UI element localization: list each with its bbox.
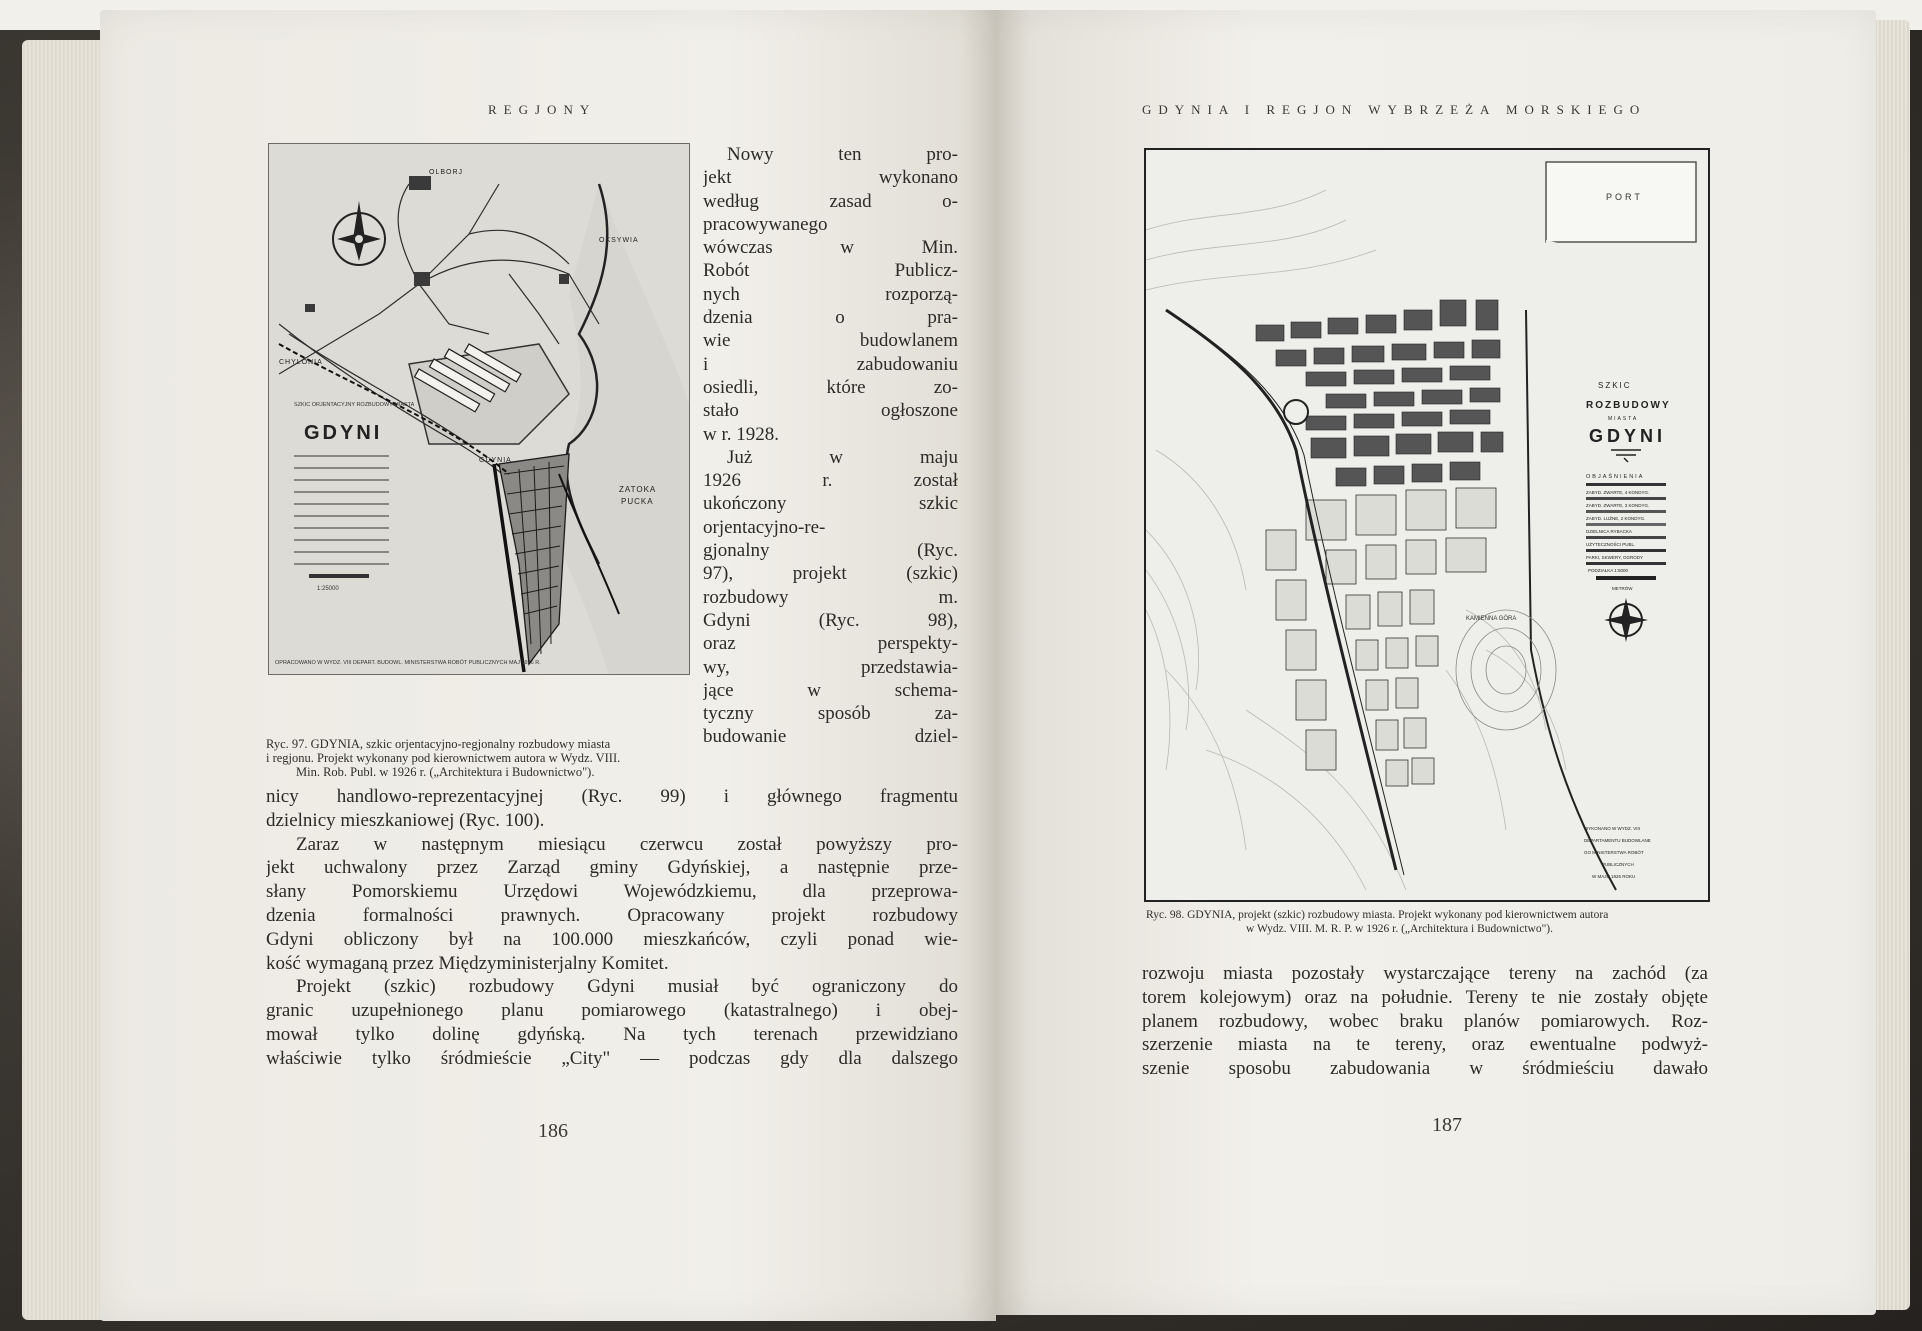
text-line: szenie sposobu zabudowania w śródmieściu dawało [1142,1058,1708,1080]
text-line: wy, przedstawia- [703,656,958,678]
text-line: dzielnicy mieszkaniowej (Ryc. 100). [266,809,545,831]
figure-98-map [1144,148,1710,902]
text-line: Gdyni obliczony był na 100.000 mieszkańców, czyli ponad wie- [266,928,958,950]
legend-item: PARKI, SKWERY, OGRODY [1586,555,1644,560]
legend-rozbudowy: ROZBUDOWY [1586,400,1671,411]
figure-98-caption [1146,908,1708,936]
map-label-port: PORT [1606,192,1643,202]
text-line: jące w schema- [703,679,958,701]
text-line: torem kolejowym) oraz na południe. Tereny te nie zostały objęte [1142,986,1708,1008]
right-page [996,10,1876,1315]
figure-97-footer-note: OPRACOWANO W WYDZ. VIII DEPART. BUDOWL. MINISTERSTWA ROBÓT PUBLICZNYCH MAJ 1926 R. [275,660,541,666]
text-line: granic uzupełnionego planu pomiarowego (katastralnego) i obej- [266,1000,958,1022]
map-footer-line: W MAJU 1926 ROKU [1592,874,1636,879]
legend-title-small: SZKIC ORJENTACYJNY ROZBUDOWY MIASTA [294,402,415,408]
text-line: kość wymaganą przez Międzyministerjalny Komitet. [266,952,669,974]
text-line: oraz perspekty- [703,633,958,655]
text-line: tyczny sposób za- [703,703,958,725]
text-line: orjentacyjno-re- [703,516,826,538]
text-line: i zabudowaniu [703,353,958,375]
map-label-oksywie: OKSYWIA [599,237,639,244]
text-line: wówczas w Min. [703,237,958,259]
page-number-right: 187 [1432,1114,1462,1136]
figure-97-map [268,143,690,675]
legend-scale: 1:25000 [317,586,339,592]
legend-szkic: SZKIC [1598,381,1632,390]
legend-item: UŻYTECZNOŚCI PUBL. [1586,542,1636,547]
legend-item: DZIELNICA RYBACKA [1586,529,1632,534]
map-footer-line: WYKONANO W WYDZ. VIII [1584,826,1640,831]
map-footer-line: DEPARTAMENTU BUDOWLANE [1584,838,1651,843]
text-line: jekt wykonano [703,167,958,189]
map-footer-line: GO MINISTERSTWA ROBÓT [1584,850,1644,855]
figure-97-caption [266,737,686,779]
text-line: pracowywanego [703,213,828,235]
text-line: osiedli, które zo- [703,376,958,398]
text-line: dzenia formalności prawnych. Opracowany projekt rozbudowy [266,904,958,926]
legend-item: ZABYD. LUŹNE, 2 KONDYG. [1586,516,1646,521]
text-line: szerzenie miasta na te tereny, oraz ewentualne podwyż- [1142,1034,1708,1056]
text-line: nicy handlowo-reprezentacyjnej (Ryc. 99) i głównego fragmentu [266,786,958,807]
regional-sketch-map [269,144,689,674]
caption-line: w Wydz. VIII. M. R. P. w 1926 r. („Architektura i Budownictwo"). [1246,923,1554,935]
text-line: budowanie dziel- [703,726,958,748]
page-number-left: 186 [538,1120,568,1142]
legend-item: ZABYD. ZWARTE, 4 KONDYG. [1586,490,1650,495]
running-head-left: REGJONY [488,102,597,117]
body-text-right [1142,962,1708,1081]
text-line: Gdyni (Ryc. 98), [703,609,958,631]
text-line: Projekt (szkic) rozbudowy Gdyni musiał być ograniczony do [296,976,958,998]
text-line: w r. 1928. [703,423,779,445]
map-label-zatoka: ZATOKA [619,485,657,494]
text-line: mował tylko dolinę gdyńską. Na tych terenach przewidziano [266,1023,958,1045]
map-label-olborj: OLBORJ [429,169,464,176]
caption-line: Ryc. 97. GDYNIA, szkic orjentacyjno-regjonalny rozbudowy miasta [266,737,611,751]
map-label-kamienna-gora: KAMIENNA GÓRA [1466,616,1517,622]
text-line: Zaraz w następnym miesiącu czerwcu został powyższy pro- [296,833,958,855]
text-line: właściwie tylko śródmieście „City" — podczas gdy dla dalszego [266,1047,958,1069]
running-head-right: GDYNIA I REGJON WYBRZEŻA MORSKIEGO [1142,102,1647,117]
body-text-left [266,785,958,1071]
text-line: 97), projekt (szkic) [703,563,958,585]
left-page [100,10,996,1321]
text-line: rozwoju miasta pozostały wystarczające tereny na zachód (za [1142,963,1708,984]
text-line: stało ogłoszone [703,400,958,422]
side-column-text [703,143,958,749]
text-line: planem rozbudowy, wobec braku planów pomiarowych. Roz- [1142,1010,1708,1032]
legend-item: ZABYD. ZWARTE, 3 KONDYG. [1586,503,1650,508]
text-line: dzenia o pra- [703,307,958,329]
text-line: wie budowlanem [703,330,958,352]
legend-miasta: MIASTA [1608,416,1639,422]
text-line: słany Pomorskiemu Urzędowi Wojewódzkiemu, dla przeprowa- [266,881,958,903]
page-edges-left [22,40,107,1320]
map-label-chylonia: CHYLONIA [279,359,323,366]
caption-line: Ryc. 98. GDYNIA, projekt (szkic) rozbudowy miasta. Projekt wykonany pod kierownictwem autora [1146,909,1609,921]
map-footer-line: PUBLICZNYCH [1602,862,1634,867]
map-label-pucka: PUCKA [621,497,654,506]
legend-title-big: GDYNI [304,422,383,444]
legend-gdyni: GDYNI [1589,426,1667,446]
map-label-gdynia: GDYNIA [479,457,512,464]
legend-scale: PODZIAŁKA 1:5000 [1588,568,1629,573]
text-line: rozbudowy m. [703,586,958,608]
caption-line: i regjonu. Projekt wykonany pod kierownictwem autora w Wydz. VIII. [266,751,621,765]
text-line: nych rozporzą- [703,283,958,305]
legend-objasnienia: OBJAŚNIENIA [1586,474,1645,480]
text-line: Robót Publicz- [703,260,958,282]
text-line: 1926 r. został [703,470,958,492]
text-line: według zasad o- [703,190,958,212]
text-line: ukończony szkic [703,493,958,515]
text-line: jekt uchwalony przez Zarząd gminy Gdyńskiej, a następnie prze- [266,857,958,879]
text-line: gjonalny (Ryc. [703,540,958,562]
town-plan-map [1146,150,1708,900]
legend-metrow: METRÓW [1612,586,1633,591]
text-line: Już w maju [727,446,958,468]
caption-line: Min. Rob. Publ. w 1926 r. („Architektura i Budownictwo"). [296,765,595,779]
text-line: Nowy ten pro- [727,144,958,165]
